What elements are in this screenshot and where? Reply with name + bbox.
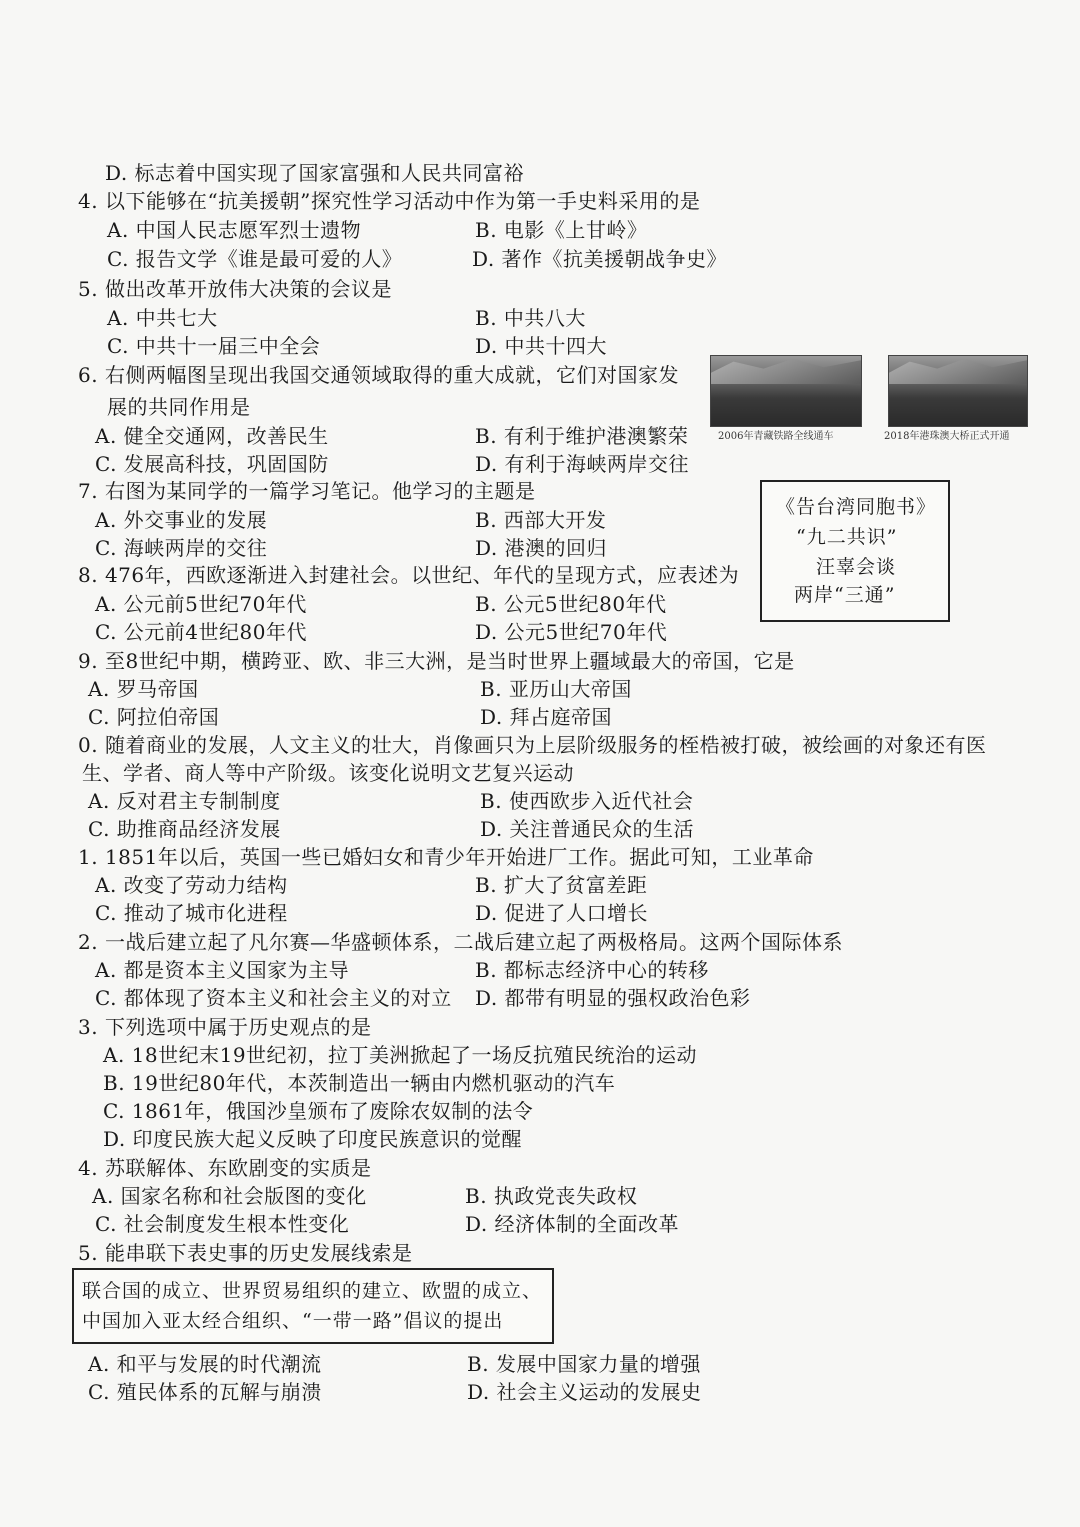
question-line-q13a: A. 18世纪末19世纪初，拉丁美洲掀起了一场反抗殖民统治的运动 bbox=[103, 1043, 698, 1067]
option-q6A: A. 健全交通网，改善民生 bbox=[95, 424, 329, 448]
option-q15D: D. 社会主义运动的发展史 bbox=[467, 1380, 702, 1404]
question-line-q8: 8. 476年，西欧逐渐进入封建社会。以世纪、年代的呈现方式，应表述为 bbox=[78, 563, 740, 587]
question-line-q9: 9. 至8世纪中期，横跨亚、欧、非三大洲，是当时世界上疆域最大的帝国，它是 bbox=[78, 649, 795, 673]
option-q12B: B. 都标志经济中心的转移 bbox=[475, 958, 709, 982]
option-q10D: D. 关注普通民众的生活 bbox=[480, 817, 695, 841]
question-line-q12: 2. 一战后建立起了凡尔赛—华盛顿体系，二战后建立起了两极格局。这两个国际体系 bbox=[78, 930, 843, 954]
option-q14A: A. 国家名称和社会版图的变化 bbox=[92, 1184, 367, 1208]
option-q4C: C. 报告文学《谁是最可爱的人》 bbox=[107, 247, 403, 271]
question-line-q13d: D. 印度民族大起义反映了印度民族意识的觉醒 bbox=[103, 1127, 523, 1151]
question-line-q7: 7. 右图为某同学的一篇学习笔记。他学习的主题是 bbox=[78, 479, 536, 503]
events-line: 联合国的成立、世界贸易组织的建立、欧盟的成立、 bbox=[82, 1280, 543, 1302]
question-line-q3d: D. 标志着中国实现了国家富强和人民共同富裕 bbox=[105, 161, 525, 185]
note-line: 两岸“三通” bbox=[794, 584, 896, 606]
events-line: 中国加入亚太经合组织、“一带一路”倡议的提出 bbox=[82, 1310, 504, 1332]
note-line: 汪辜会谈 bbox=[816, 556, 897, 578]
option-q4A: A. 中国人民志愿军烈士遗物 bbox=[107, 218, 362, 242]
photo-caption-1: 2006年青藏铁路全线通车 bbox=[718, 431, 834, 442]
option-q4D: D. 著作《抗美援朝战争史》 bbox=[472, 247, 728, 271]
question-line-q13: 3. 下列选项中属于历史观点的是 bbox=[78, 1015, 372, 1039]
option-q11C: C. 推动了城市化进程 bbox=[95, 901, 288, 925]
option-q9D: D. 拜占庭帝国 bbox=[480, 705, 613, 729]
option-q7A: A. 外交事业的发展 bbox=[95, 508, 268, 532]
photo-hzmb-bridge bbox=[888, 355, 1028, 427]
events-table-box bbox=[72, 1268, 554, 1344]
option-q15B: B. 发展中国家力量的增强 bbox=[467, 1352, 701, 1376]
photo-caption-2: 2018年港珠澳大桥正式开通 bbox=[884, 431, 1010, 442]
option-q7D: D. 港澳的回归 bbox=[475, 536, 608, 560]
note-line: “九二共识” bbox=[796, 526, 898, 548]
option-q15A: A. 和平与发展的时代潮流 bbox=[88, 1352, 322, 1376]
question-line-q6a: 6. 右侧两幅图呈现出我国交通领域取得的重大成就，它们对国家发 bbox=[78, 363, 679, 387]
question-line-q5: 5. 做出改革开放伟大决策的会议是 bbox=[78, 277, 392, 301]
option-q5A: A. 中共七大 bbox=[107, 306, 218, 330]
question-line-q10b: 生、学者、商人等中产阶级。该变化说明文艺复兴运动 bbox=[82, 761, 574, 785]
option-q11B: B. 扩大了贫富差距 bbox=[475, 873, 648, 897]
question-line-q13c: C. 1861年，俄国沙皇颁布了废除农奴制的法令 bbox=[103, 1099, 534, 1123]
option-q9C: C. 阿拉伯帝国 bbox=[88, 705, 220, 729]
option-q9A: A. 罗马帝国 bbox=[88, 677, 199, 701]
option-q15C: C. 殖民体系的瓦解与崩溃 bbox=[88, 1380, 322, 1404]
option-q4B: B. 电影《上甘岭》 bbox=[475, 218, 648, 242]
option-q6C: C. 发展高科技，巩固国防 bbox=[95, 452, 329, 476]
question-line-q15: 5. 能串联下表史事的历史发展线索是 bbox=[78, 1241, 413, 1265]
option-q5B: B. 中共八大 bbox=[475, 306, 586, 330]
option-q14D: D. 经济体制的全面改革 bbox=[465, 1212, 680, 1236]
option-q9B: B. 亚历山大帝国 bbox=[480, 677, 632, 701]
option-q10C: C. 助推商品经济发展 bbox=[88, 817, 281, 841]
option-q12A: A. 都是资本主义国家为主导 bbox=[95, 958, 350, 982]
note-line: 《告台湾同胞书》 bbox=[776, 496, 937, 518]
question-line-q14: 4. 苏联解体、东欧剧变的实质是 bbox=[78, 1156, 372, 1180]
option-q14B: B. 执政党丧失政权 bbox=[465, 1184, 638, 1208]
option-q12D: D. 都带有明显的强权政治色彩 bbox=[475, 986, 751, 1010]
option-q8C: C. 公元前4世纪80年代 bbox=[95, 620, 307, 644]
question-line-q10a: 0. 随着商业的发展，人文主义的壮大，肖像画只为上层阶级服务的桎梏被打破，被绘画的对象还有医 bbox=[78, 733, 987, 757]
option-q12C: C. 都体现了资本主义和社会主义的对立 bbox=[95, 986, 452, 1010]
study-note-box bbox=[760, 480, 950, 622]
option-q7B: B. 西部大开发 bbox=[475, 508, 607, 532]
option-q10A: A. 反对君主专制制度 bbox=[88, 789, 281, 813]
option-q6B: B. 有利于维护港澳繁荣 bbox=[475, 424, 689, 448]
option-q14C: C. 社会制度发生根本性变化 bbox=[95, 1212, 350, 1236]
option-q5D: D. 中共十四大 bbox=[475, 334, 608, 358]
option-q11D: D. 促进了人口增长 bbox=[475, 901, 649, 925]
option-q8D: D. 公元5世纪70年代 bbox=[475, 620, 668, 644]
question-line-q4: 4. 以下能够在“抗美援朝”探究性学习活动中作为第一手史料采用的是 bbox=[78, 189, 701, 213]
question-line-q6b: 展的共同作用是 bbox=[107, 395, 251, 419]
photo-qinghai-tibet-railway bbox=[710, 355, 862, 427]
option-q6D: D. 有利于海峡两岸交往 bbox=[475, 452, 690, 476]
option-q8B: B. 公元5世纪80年代 bbox=[475, 592, 667, 616]
option-q8A: A. 公元前5世纪70年代 bbox=[95, 592, 307, 616]
question-line-q13b: B. 19世纪80年代，本茨制造出一辆由内燃机驱动的汽车 bbox=[103, 1071, 616, 1095]
option-q5C: C. 中共十一届三中全会 bbox=[107, 334, 321, 358]
option-q11A: A. 改变了劳动力结构 bbox=[95, 873, 288, 897]
option-q7C: C. 海峡两岸的交往 bbox=[95, 536, 268, 560]
option-q10B: B. 使西欧步入近代社会 bbox=[480, 789, 694, 813]
question-line-q11: 1. 1851年以后，英国一些已婚妇女和青少年开始进厂工作。据此可知，工业革命 bbox=[78, 845, 814, 869]
